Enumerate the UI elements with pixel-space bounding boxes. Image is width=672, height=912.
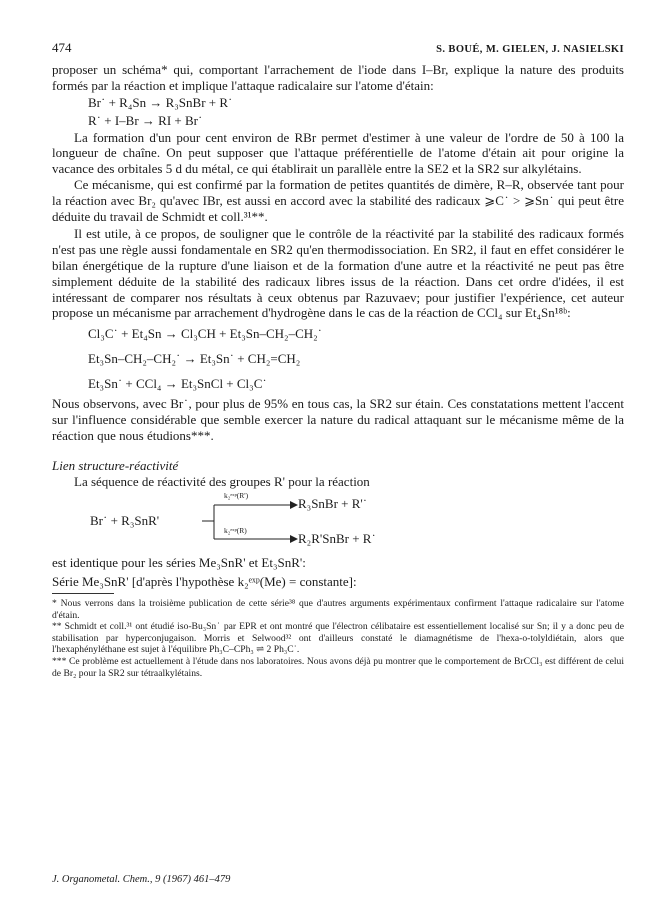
footnote-2: ** Schmidt et coll.³¹ ont étudié iso-Bu₃Sn˙ par EPR et ont montré que l'électron célibataire est essentiellement localisé sur Sn; il y a donc peu de stabilisation par hyperconjugaison. Morris et Selwood³² ont d'ailleurs constaté le diamagnétisme de l'hexa-o-tolyldiétain, alors que l'hexaphényléthane est sujet à l'équilibre Ph₃C–CPh₃ ⇌ 2 Ph₃C˙. — [52, 621, 624, 656]
equation-1: Br˙ + R₄Sn → R₃SnBr + R˙ — [88, 94, 233, 110]
paragraph-6: La séquence de réactivité des groupes R' pour la réaction — [74, 473, 370, 489]
paragraph-7: est identique pour les séries Me₃SnR' et Et₃SnR': — [52, 555, 306, 571]
rate-constant-lower: k₂ᵉˣᵖ(R) — [224, 526, 247, 536]
running-authors: S. BOUÉ, M. GIELEN, J. NASIELSKI — [436, 44, 624, 55]
running-header — [52, 40, 624, 62]
page-number: 474 — [52, 40, 72, 55]
footnote-1: * Nous verrons dans la troisième publication de cette série³⁸ que d'autres arguments expérimentaux confirment l'attaque radicalaire sur l'atome d'étain. — [52, 597, 624, 621]
rate-constant-upper: k₂ᵉˣᵖ(R') — [224, 491, 249, 501]
scheme-reactants: Br˙ + R₃SnR' — [90, 513, 160, 529]
equation-2: R˙ + I–Br → RI + Br˙ — [88, 112, 203, 128]
journal-citation: J. Organometal. Chem., 9 (1967) 461–479 — [52, 874, 231, 885]
paragraph-2: La formation d'un pour cent environ de RBr permet d'estimer à une valeur de l'ordre de 50 à 100 la longueur de chaîne. On peut supposer que l'attaque préférentielle de l'atome d'étain ait pour origine la vacance des orbitales 5 d du métal, ce qui établirait un parallèle entre la SE2 et la SR2 sur alkylétains. — [52, 129, 624, 177]
equation-5: Et₃Sn˙ + CCl₄ → Et₃SnCl + Cl₃C˙ — [88, 376, 267, 392]
paragraph-1: proposer un schéma* qui, comportant l'arrachement de l'iode dans I–Br, explique la nature des produits formés par la réaction et implique l'attaque radicalaire sur l'atome d'étain: — [52, 62, 624, 93]
paragraph-3: Ce mécanisme, qui est confirmé par la formation de petites quantités de dimère, R–R, observée tant pour la réaction avec Br₂ qu'avec IBr, est aussi en accord avec la stabilité des radicaux ⩾C˙ > ⩾Sn˙ qui peut être déduite du travail de Schmidt et coll.³¹**. — [52, 176, 624, 224]
paragraph-8: Série Me₃SnR' [d'après l'hypothèse k₂ᵉˣᵖ(Me) = constante]: — [52, 574, 357, 590]
equation-4: Et₃Sn–CH₂–CH₂˙ → Et₃Sn˙ + CH₂=CH₂ — [88, 351, 301, 367]
section-subheading: Lien structure-réactivité — [52, 457, 179, 473]
footnote-rule — [52, 593, 114, 594]
reaction-scheme — [52, 491, 624, 553]
page — [52, 40, 624, 679]
paragraph-5: Nous observons, avec Br˙, pour plus de 95% en tous cas, la SR2 sur étain. Ces constatations mettent l'accent sur l'influence considérable que semble exercer la nature du radical attaquant sur le mécanisme même de la réaction que nous étudions***. — [52, 396, 624, 443]
paragraph-4: Il est utile, à ce propos, de souligner que le contrôle de la réactivité par la stabilité des radicaux formés n'est pas une règle aussi fondamentale en SR2 qu'en thermodissociation. En SR2, il faut en effet considérer le bilan énergétique de la rupture d'une liaison et de la formation d'une autre et la réactivité ne peut pas être simplement déduite de la stabilité des radicaux libres issus de la réaction. Dans cet ordre d'idées, il est intéressant de comparer nos résultats à ceux obtenus par Razuvaev; pour justifier l'expérience, cet auteur propose un mécanisme par arrachement d'hydrogène dans le cas de la réaction de CCl₄ sur Et₄Sn¹⁸ᵇ: — [52, 226, 624, 321]
equation-3: Cl₃C˙ + Et₄Sn → Cl₃CH + Et₃Sn–CH₂–CH₂˙ — [88, 326, 322, 342]
scheme-product-lower: R₂R'SnBr + R˙ — [298, 531, 376, 547]
scheme-product-upper: R₃SnBr + R'˙ — [298, 496, 368, 512]
footnote-3: *** Ce problème est actuellement à l'étude dans nos laboratoires. Nous avons déjà pu montrer que le comportement de BrCCl₃ est différent de celui de Br₂ pour la SR2 sur tétraalkylétains. — [52, 655, 624, 679]
